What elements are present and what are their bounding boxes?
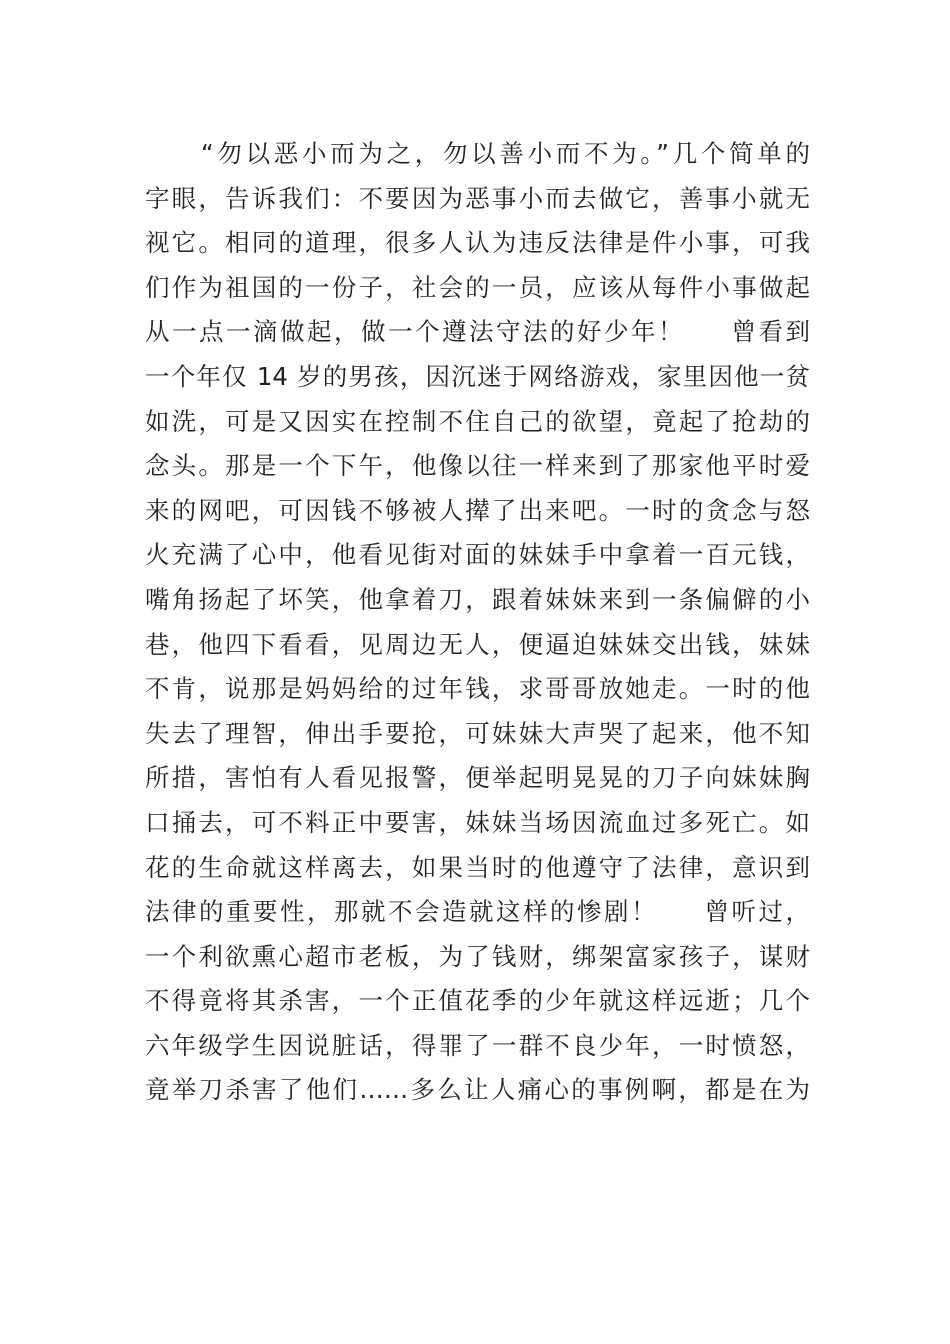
text-segment: 曾听过，	[702, 897, 810, 927]
text-line: 视它。相同的道理，很多人认为违反法律是件小事，可我	[145, 228, 810, 258]
text-line: 火充满了心中，他看见街对面的妹妹手中拿着一百元钱，	[145, 540, 810, 570]
text-line: 所措，害怕有人看见报警，便举起明晃晃的刀子向妹妹胸	[145, 763, 810, 793]
text-line: 六年级学生因说脏话，得罪了一群不良少年，一时愤怒，	[145, 1030, 810, 1060]
text-line: 念头。那是一个下午，他像以往一样来到了那家他平时爱	[145, 451, 810, 481]
text-line: 花的生命就这样离去，如果当时的他遵守了法律，意识到	[145, 852, 810, 882]
text-line: 竟举刀杀害了他们……多么让人痛心的事例啊，都是在为	[145, 1075, 810, 1105]
text-line: 嘴角扬起了坏笑，他拿着刀，跟着妹妹来到一条偏僻的小	[145, 584, 810, 614]
text-line: 巷，他四下看看，见周边无人，便逼迫妹妹交出钱，妹妹	[145, 629, 810, 659]
text-segment: 法律的重要性，那就不会造就这样的惨剧！	[145, 897, 658, 927]
text-line: 一个利欲熏心超市老板，为了钱财，绑架富家孩子，谋财	[145, 941, 810, 971]
text-line: 不肯，说那是妈妈给的过年钱，求哥哥放她走。一时的他	[145, 674, 810, 704]
text-line: 来的网吧，可因钱不够被人撵了出来吧。一时的贪念与怒	[145, 495, 810, 525]
text-line: 们作为祖国的一份子，社会的一员，应该从每件小事做起	[145, 272, 810, 302]
text-segment: 从一点一滴做起，做一个遵法守法的好少年！	[145, 317, 685, 347]
body-paragraph	[145, 132, 810, 1113]
text-line: 失去了理智，伸出手要抢，可妹妹大声哭了起来，他不知	[145, 718, 810, 748]
text-line: 口捅去，可不料正中要害，妹妹当场因流血过多死亡。如	[145, 807, 810, 837]
text-line: 如洗，可是又因实在控制不住自己的欲望，竟起了抢劫的	[145, 406, 810, 436]
text-line	[145, 310, 810, 355]
text-line: 字眼，告诉我们：不要因为恶事小而去做它，善事小就无	[145, 183, 810, 213]
text-line	[145, 890, 810, 935]
text-segment: 曾看到	[729, 317, 810, 347]
text-line: 一个年仅 14 岁的男孩，因沉迷于网络游戏，家里因他一贫	[145, 361, 810, 391]
text-line: 不得竟将其杀害，一个正值花季的少年就这样远逝；几个	[145, 986, 810, 1016]
text-line: “勿以恶小而为之，勿以善小而不为。”几个简单的	[201, 139, 810, 168]
